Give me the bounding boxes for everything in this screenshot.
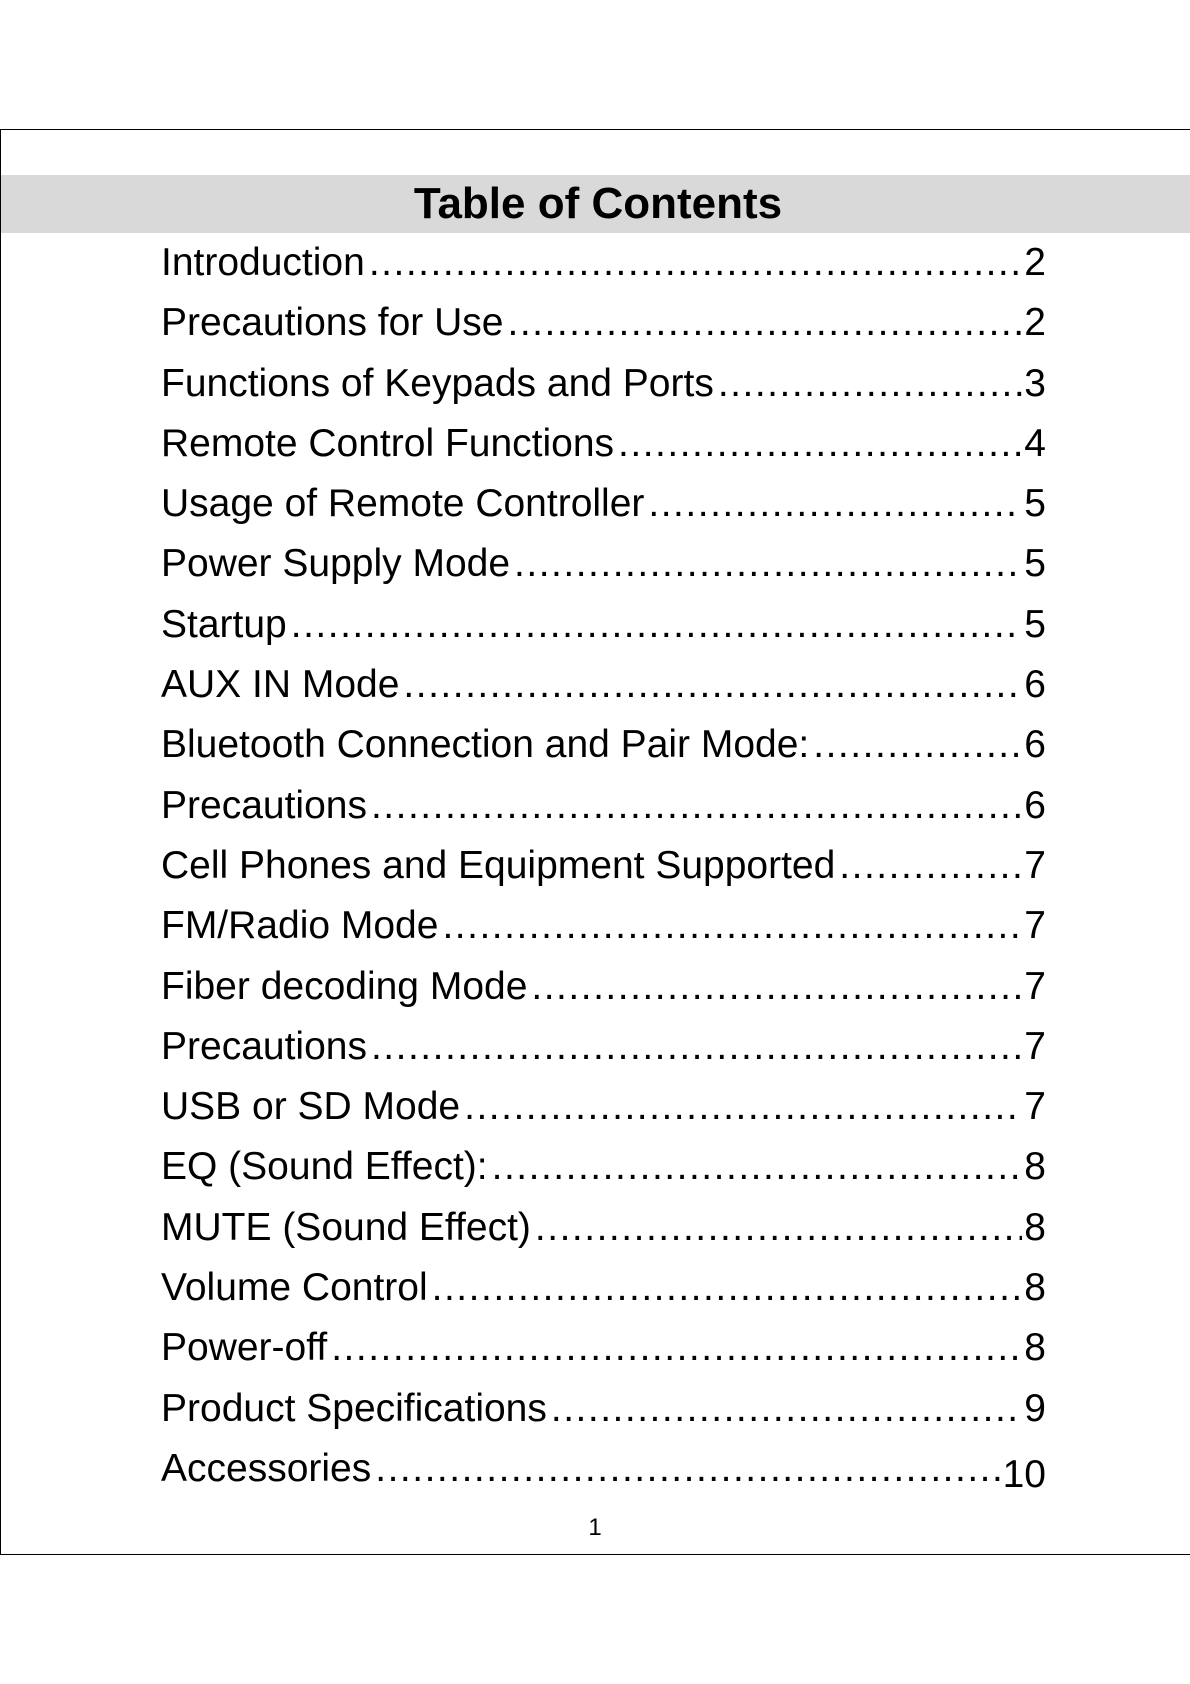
toc-entry[interactable] <box>161 474 1046 534</box>
dot-leader <box>432 1258 1022 1318</box>
dot-leader <box>403 655 1022 715</box>
toc-entry[interactable] <box>161 655 1046 715</box>
toc-entry-page: 7 <box>1024 964 1046 1008</box>
toc-entry[interactable] <box>161 1258 1046 1318</box>
toc-entry-label: Fiber decoding Mode <box>161 964 528 1008</box>
toc-entry-page: 2 <box>1024 301 1046 345</box>
toc-entry-label: EQ (Sound Effect): <box>161 1145 488 1189</box>
toc-entry-label: Precautions for Use <box>161 301 504 345</box>
toc-entry[interactable] <box>161 233 1046 293</box>
dot-leader <box>464 1077 1022 1137</box>
dot-leader <box>508 293 1023 353</box>
toc-entry-label: Product Specifications <box>161 1386 547 1430</box>
dot-leader <box>371 1017 1022 1077</box>
toc-entry-label: Precautions <box>161 1024 367 1068</box>
toc-entry-page: 10 <box>1002 1452 1046 1496</box>
toc-entry[interactable] <box>161 1379 1046 1439</box>
toc-entry[interactable] <box>161 1439 1046 1499</box>
toc-entry[interactable] <box>161 534 1046 594</box>
toc-entry[interactable] <box>161 836 1046 896</box>
dot-leader <box>514 534 1022 594</box>
toc-entry-label: MUTE (Sound Effect) <box>161 1205 531 1249</box>
toc-entry[interactable] <box>161 1318 1046 1378</box>
toc-entry-page: 7 <box>1024 1085 1046 1129</box>
dot-leader <box>375 1439 1000 1499</box>
dot-leader <box>648 474 1022 534</box>
toc-entry-page: 8 <box>1024 1326 1046 1370</box>
toc-entry[interactable] <box>161 1077 1046 1137</box>
toc-entry[interactable] <box>161 776 1046 836</box>
toc-entry-page: 7 <box>1024 843 1046 887</box>
toc-entry-label: Power Supply Mode <box>161 542 511 586</box>
toc-entry[interactable] <box>161 715 1046 775</box>
dot-leader <box>531 957 1022 1017</box>
toc-entry[interactable] <box>161 1137 1046 1197</box>
toc-entry[interactable] <box>161 1017 1046 1077</box>
dot-leader <box>442 896 1022 956</box>
dot-leader <box>618 414 1022 474</box>
page-title: Table of Contents <box>413 179 783 228</box>
toc-entry-page: 7 <box>1024 904 1046 948</box>
toc-entry-label: Startup <box>161 602 287 646</box>
dot-leader <box>371 776 1022 836</box>
toc-entry[interactable] <box>161 595 1046 655</box>
toc-entry[interactable] <box>161 1198 1046 1258</box>
dot-leader <box>839 836 1022 896</box>
dot-leader <box>331 1318 1022 1378</box>
toc-entry-page: 9 <box>1024 1386 1046 1430</box>
toc-entry-page: 5 <box>1024 602 1046 646</box>
toc-entry-page: 4 <box>1024 421 1046 465</box>
toc-entry[interactable] <box>161 354 1046 414</box>
table-of-contents <box>161 233 1046 1499</box>
page-number: 1 <box>588 1514 602 1541</box>
toc-entry-page: 6 <box>1024 663 1046 707</box>
toc-entry-page: 6 <box>1024 783 1046 827</box>
toc-entry-page: 8 <box>1024 1266 1046 1310</box>
toc-entry-label: Power-off <box>161 1326 328 1370</box>
toc-entry-label: USB or SD Mode <box>161 1085 461 1129</box>
toc-entry-label: FM/Radio Mode <box>161 904 439 948</box>
dot-leader <box>535 1198 1022 1258</box>
toc-entry[interactable] <box>161 896 1046 956</box>
toc-entry-page: 6 <box>1024 723 1046 767</box>
toc-entry-page: 2 <box>1024 241 1046 284</box>
toc-entry-label: AUX IN Mode <box>161 663 400 707</box>
toc-entry-label: Precautions <box>161 783 367 827</box>
dot-leader <box>718 354 1022 414</box>
toc-entry-page: 8 <box>1024 1205 1046 1249</box>
toc-entry-page: 3 <box>1024 361 1046 405</box>
toc-entry-label: Introduction <box>161 241 365 284</box>
dot-leader <box>551 1379 1022 1439</box>
toc-entry[interactable] <box>161 293 1046 353</box>
dot-leader <box>492 1137 1022 1197</box>
dot-leader <box>291 595 1022 655</box>
toc-entry-label: Bluetooth Connection and Pair Mode: <box>161 723 810 767</box>
dot-leader <box>369 233 1022 293</box>
toc-entry-page: 5 <box>1024 482 1046 526</box>
toc-entry-label: Cell Phones and Equipment Supported <box>161 843 836 887</box>
toc-entry-page: 8 <box>1024 1145 1046 1189</box>
toc-entry-label: Remote Control Functions <box>161 421 615 465</box>
toc-entry[interactable] <box>161 414 1046 474</box>
toc-entry-page: 7 <box>1024 1024 1046 1068</box>
dot-leader <box>813 715 1022 775</box>
toc-entry-label: Functions of Keypads and Ports <box>161 361 714 405</box>
toc-entry-label: Usage of Remote Controller <box>161 482 645 526</box>
toc-entry-page: 5 <box>1024 542 1046 586</box>
toc-entry-label: Volume Control <box>161 1266 428 1310</box>
toc-entry[interactable] <box>161 957 1046 1017</box>
toc-entry-label: Accessories <box>161 1446 372 1490</box>
